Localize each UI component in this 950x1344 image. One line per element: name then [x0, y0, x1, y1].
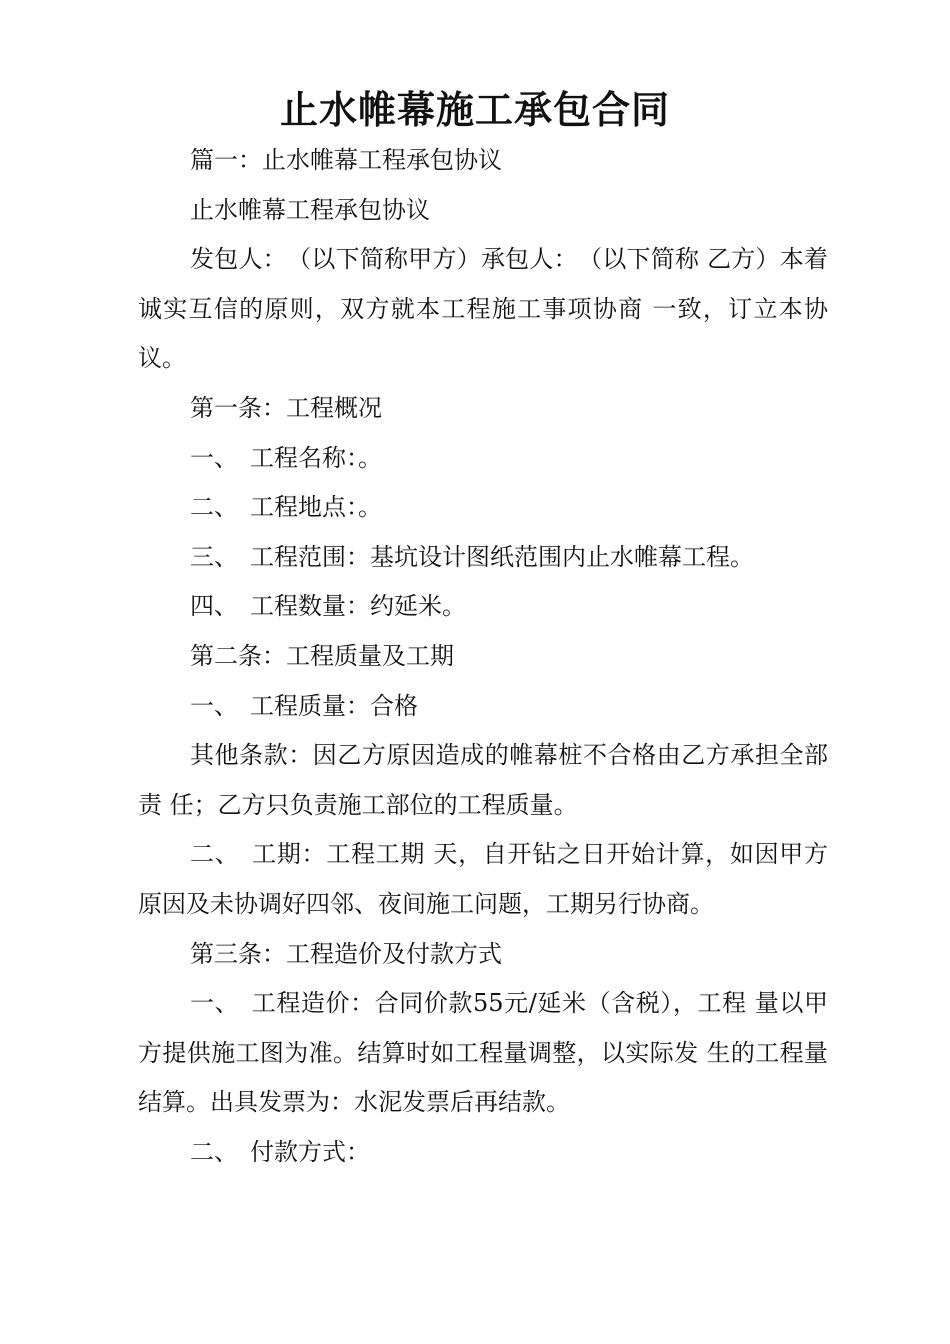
clause-contract-price: 一、 工程造价：合同价款55元/延米（含税），工程 量以甲方提供施工图为准。结算时如工程量调整，以实际发 生的工程量结算。出具发票为：水泥发票后再结款。 — [138, 989, 828, 1117]
paragraph-subtitle: 篇一：止水帷幕工程承包协议 — [190, 146, 502, 174]
clause-project-name: 一、 工程名称：。 — [190, 443, 382, 472]
paragraph-agreement-title: 止水帷幕工程承包协议 — [190, 195, 430, 224]
clause-project-location: 二、 工程地点：。 — [190, 493, 382, 522]
clause-payment-method: 二、 付款方式： — [190, 1137, 370, 1166]
clause-quality: 一、 工程质量：合格 — [190, 691, 418, 720]
article-heading-1: 第一条：工程概况 — [190, 393, 382, 422]
paragraph-parties: 发包人： （以下简称甲方）承包人： （以下简称 乙方）本着诚实互信的原则，双方就本工程施工事项协商 一致，订立本协议。 — [138, 245, 828, 373]
clause-schedule: 二、 工期：工程工期 天，自开钻之日开始计算，如因甲方原因及未协调好四邻、夜间施工问题，工期另行协商。 — [138, 840, 828, 918]
document-title: 止水帷幕施工承包合同 — [279, 87, 670, 132]
clause-project-quantity: 四、 工程数量：约延米。 — [190, 592, 466, 621]
clause-project-scope: 三、 工程范围：基坑设计图纸范围内止水帷幕工程。 — [190, 542, 754, 571]
article-heading-3: 第三条：工程造价及付款方式 — [190, 939, 502, 968]
clause-other-terms: 其他条款：因乙方原因造成的帷幕桩不合格由乙方承担全部责 任；乙方只负责施工部位的工程质量。 — [138, 741, 828, 819]
document-body — [138, 136, 828, 1177]
article-heading-2: 第二条：工程质量及工期 — [190, 641, 454, 670]
